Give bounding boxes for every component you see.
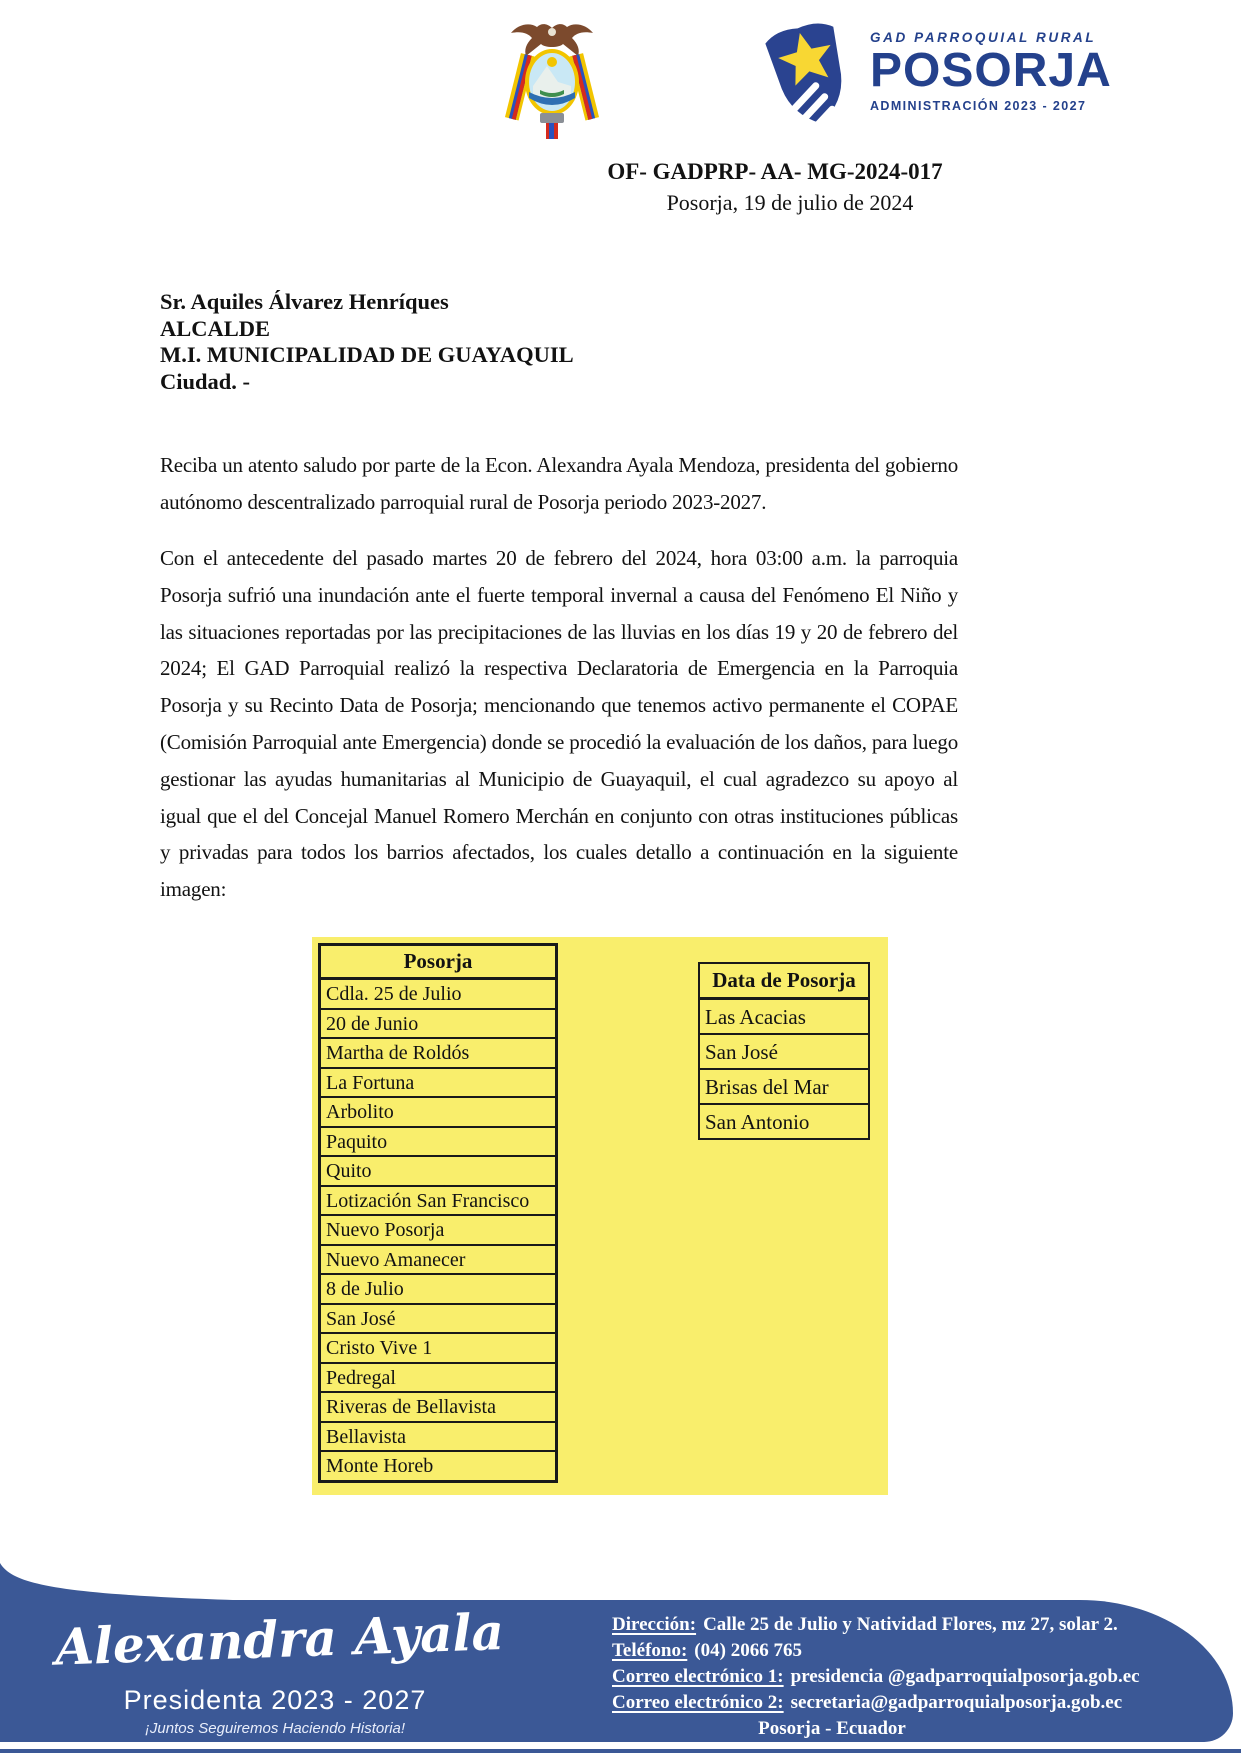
table-row: Pedregal [321, 1364, 555, 1394]
contact-line [612, 1666, 1140, 1687]
barrios-image [312, 937, 888, 1495]
table-row: Cdla. 25 de Julio [321, 980, 555, 1010]
recipient-organization: M.I. MUNICIPALIDAD DE GUAYAQUIL [160, 342, 574, 367]
table-row: Monte Horeb [326, 1455, 434, 1477]
table-row: San José [700, 1035, 868, 1070]
logo-brand: POSORJA [870, 44, 1112, 97]
table-row: Lotización San Francisco [321, 1187, 555, 1217]
table-row: Cristo Vive 1 [321, 1334, 555, 1364]
contact-line [612, 1640, 1052, 1661]
posorja-barrios-table [318, 943, 558, 1483]
table-row: Arbolito [321, 1098, 555, 1128]
ecuador-coat-of-arms-icon [500, 20, 604, 142]
contact-value: presidencia @gadparroquialposorja.gob.ec [790, 1666, 1140, 1687]
table-row: Martha de Roldós [321, 1039, 555, 1069]
signature-slogan: ¡Juntos Seguiremos Haciendo Historia! [144, 1720, 406, 1737]
table-header: Data de Posorja [700, 964, 868, 1000]
recipient-city: Ciudad. - [160, 368, 251, 394]
table-row: 20 de Junio [321, 1010, 555, 1040]
table-row: La Fortuna [321, 1069, 555, 1099]
table-row: San José [321, 1305, 555, 1335]
contact-label: Correo electrónico 1: [612, 1666, 784, 1687]
data-de-posorja-table [698, 962, 870, 1140]
contact-value: Calle 25 de Julio y Natividad Flores, mz 27, solar 2. [703, 1614, 1118, 1635]
table-row: Bellavista [321, 1423, 555, 1453]
contact-label: Correo electrónico 2: [612, 1692, 784, 1713]
table-body [321, 980, 555, 1480]
recipient-name: Sr. Aquiles Álvarez Henríques [160, 289, 449, 314]
contact-line [612, 1614, 1118, 1635]
table-row: Nuevo Amanecer [321, 1246, 555, 1276]
reference-number: OF- GADPRP- AA- MG-2024-017 [607, 159, 943, 184]
table-header: Posorja [321, 946, 555, 980]
dateline: Posorja, 19 de julio de 2024 [666, 190, 914, 215]
contact-label: Dirección: [612, 1614, 697, 1635]
signature-name: Alexandra Ayala [54, 1602, 505, 1677]
contact-line [612, 1692, 1123, 1713]
paragraph-greeting: Reciba un atento saludo por parte de la Econ. Alexandra Ayala Mendoza, presidenta del gobierno autónomo descentralizado parroquial rural de Posorja periodo 2023-2027. [160, 453, 958, 514]
logo-org-line: GAD PARROQUIAL RURAL [870, 30, 1097, 45]
table-row: Las Acacias [700, 1000, 868, 1035]
table-row: 8 de Julio [321, 1275, 555, 1305]
recipient-title: ALCALDE [160, 315, 271, 341]
logo-admin-line: ADMINISTRACIÓN 2023 - 2027 [870, 99, 1087, 113]
signature-role: Presidenta 2023 - 2027 [123, 1685, 427, 1715]
paragraph-body: Con el antecedente del pasado martes 20 de febrero del 2024, hora 03:00 a.m. la parroquia Posorja sufrió una inundación ante el fuerte temporal invernal a causa del Fenómeno El Niño y las situaciones reportadas por las precipitaciones de las lluvias en los días 19 y 20 de febrero del 2024; El GAD Parroquial realizó la respectiva Declaratoria de Emergencia en la Parroquia Posorja y su Recinto Data de Posorja; mencionando que tenemos activo permanente el COPAE (Comisión Parroquial ante Emergencia) donde se procedió la evaluación de los daños, para luego gestionar las ayudas humanitarias al Municipio de Guayaquil, el cual agradezco su apoyo al igual que el del Concejal Manuel Romero Merchán en conjunto con otras instituciones públicas y privadas para todos los barrios afectados, los cuales detallo a continuación en la siguiente imagen: [160, 546, 958, 902]
table-row: Brisas del Mar [700, 1070, 868, 1105]
contact-value: (04) 2066 765 [694, 1640, 802, 1661]
table-row: San Antonio [705, 1110, 810, 1134]
footer-bottom-rule [0, 1749, 1241, 1753]
table-row: Nuevo Posorja [321, 1216, 555, 1246]
table-row: Paquito [321, 1128, 555, 1158]
table-body [700, 1000, 868, 1138]
posorja-logo [760, 18, 1112, 132]
contact-label: Teléfono: [612, 1640, 688, 1661]
footer-swoosh-shape [0, 1563, 300, 1602]
recipient-block [160, 289, 574, 395]
contact-value: secretaria@gadparroquialposorja.gob.ec [790, 1692, 1123, 1713]
footer-location: Posorja - Ecuador [758, 1718, 906, 1739]
posorja-shield-icon [760, 18, 860, 132]
footer-contact-block [612, 1614, 1140, 1739]
table-row: Riveras de Bellavista [321, 1393, 555, 1423]
posorja-logo-text [870, 18, 1112, 113]
table-row: Quito [321, 1157, 555, 1187]
